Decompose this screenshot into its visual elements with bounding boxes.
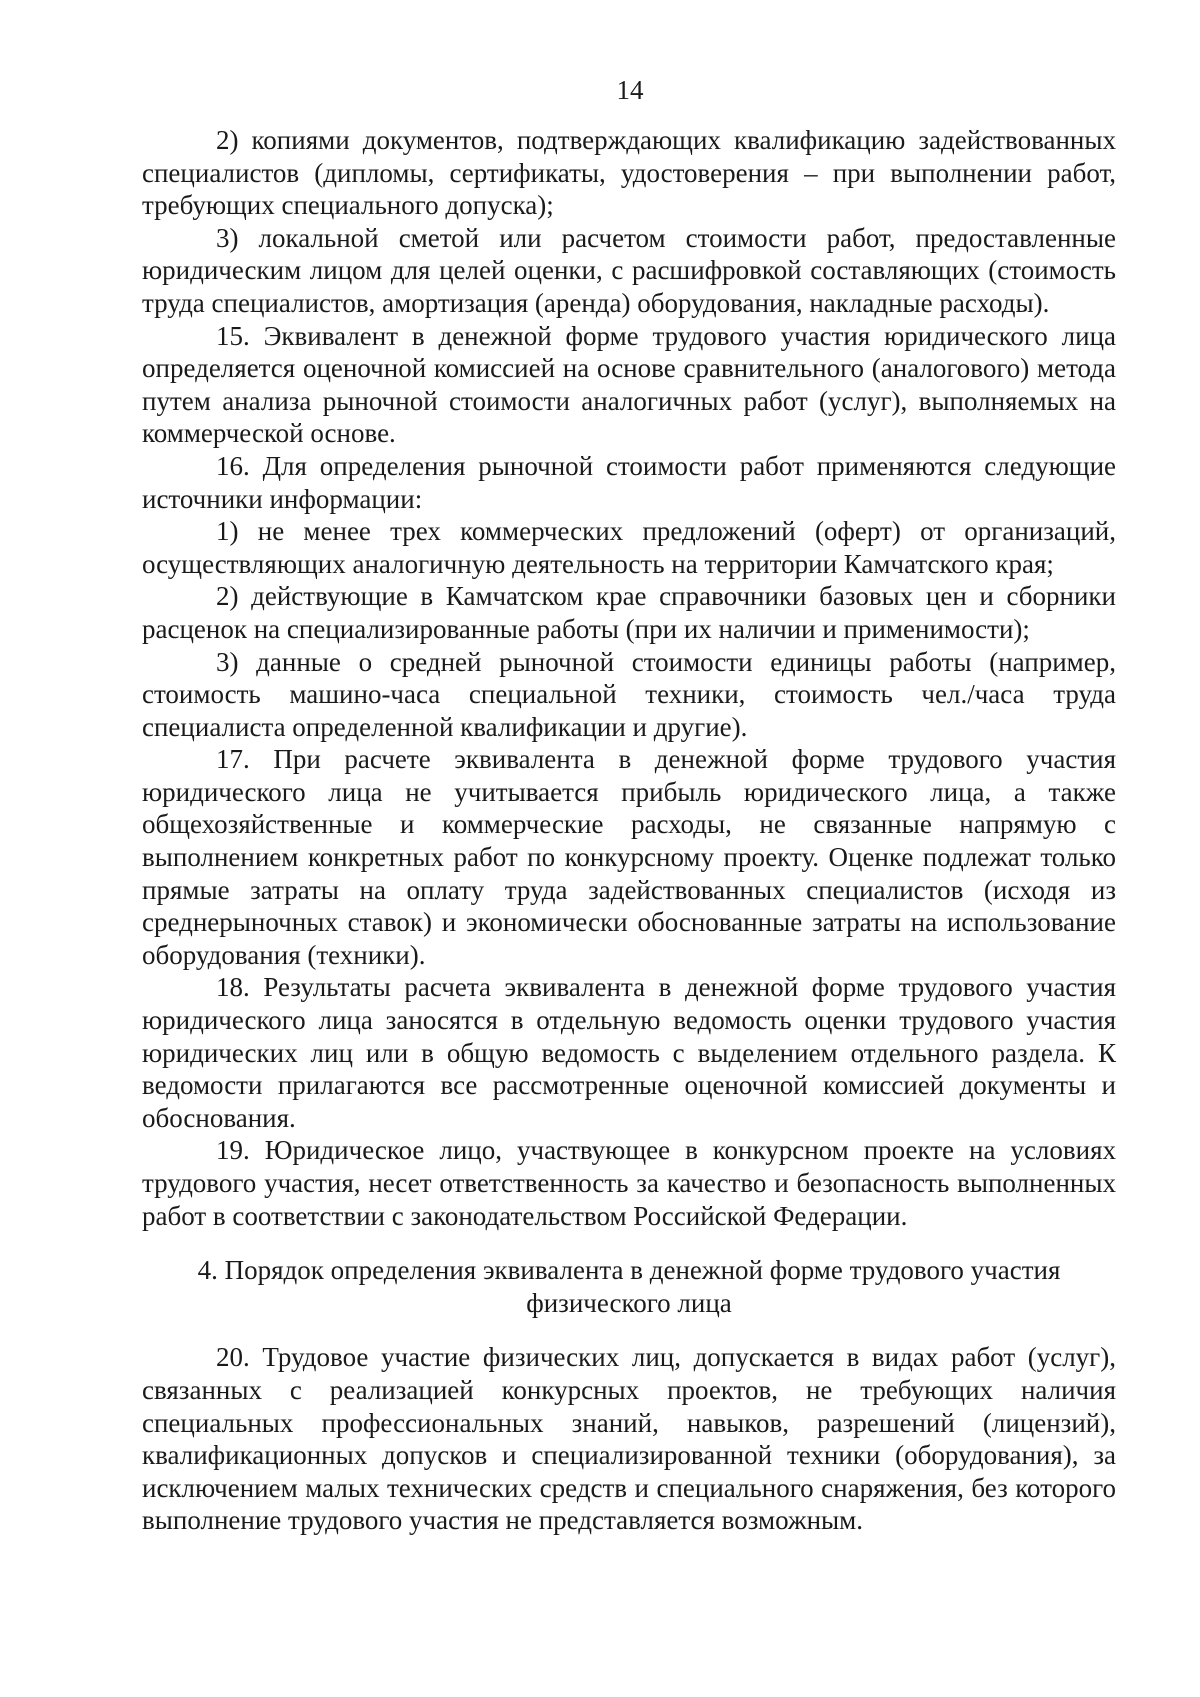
paragraph-18: 18. Результаты расчета эквивалента в денежной форме трудового участия юридического лица заносятся в отдельную ведомость оценки трудового участия юридических лиц или в общую ведомость с выделением отдельного раздела. К ведомости прилагаются все рассмотренные оценочной комиссией документы и обоснования. xyxy=(142,972,1116,1133)
paragraph-16: 16. Для определения рыночной стоимости работ применяются следующие источники информации: xyxy=(142,450,1116,514)
paragraph-19: 19. Юридическое лицо, участвующее в конкурсном проекте на условиях трудового участия, несет ответственность за качество и безопасность выполненных работ в соответствии с законодательством Российской Федерации. xyxy=(142,1135,1116,1231)
paragraph-item-3-estimate: 3) локальной сметой или расчетом стоимости работ, предоставленные юридическим лицом для целей оценки, с расшифровкой составляющих (стоимость труда специалистов, амортизация (аренда) оборудования, накладные расходы). xyxy=(142,222,1116,318)
page-number: 14 xyxy=(616,75,644,105)
section-heading: 4. Порядок определения эквивалента в денежной форме трудового участия физического лица xyxy=(197,1255,1061,1318)
document-body xyxy=(142,124,1116,1537)
paragraph-item-2-copies: 2) копиями документов, подтверждающих квалификацию задействованных специалистов (дипломы, сертификаты, удостоверения – при выполнении работ, требующих специального допуска); xyxy=(142,125,1116,221)
paragraph-16-item-3: 3) данные о средней рыночной стоимости единицы работы (например, стоимость машино-часа специальной техники, стоимость чел./часа труда специалиста определенной квалификации и другие). xyxy=(142,646,1116,742)
paragraph-20: 20. Трудовое участие физических лиц, допускается в видах работ (услуг), связанных с реализацией конкурсных проектов, не требующих наличия специальных профессиональных знаний, навыков, разрешений (лицензий), квалификационных допусков и специализированной техники (оборудования), за исключением малых технических средств и специального снаряжения, без которого выполнение трудового участия не представляется возможным. xyxy=(142,1342,1116,1536)
paragraph-15: 15. Эквивалент в денежной форме трудового участия юридического лица определяется оценочной комиссией на основе сравнительного (аналогового) метода путем анализа рыночной стоимости аналогичных работ (услуг), выполняемых на коммерческой основе. xyxy=(142,320,1116,449)
paragraph-17: 17. При расчете эквивалента в денежной форме трудового участия юридического лица не учитывается прибыль юридического лица, а также общехозяйственные и коммерческие расходы, не связанные напрямую с выполнением конкретных работ по конкурсному проекту. Оценке подлежат только прямые затраты на оплату труда задействованных специалистов (исходя из среднерыночных ставок) и экономически обоснованные затраты на использование оборудования (техники). xyxy=(142,744,1116,970)
paragraph-16-item-2: 2) действующие в Камчатском крае справочники базовых цен и сборники расценок на специализированные работы (при их наличии и применимости); xyxy=(142,581,1116,644)
paragraph-16-item-1: 1) не менее трех коммерческих предложений (оферт) от организаций, осуществляющих аналогичную деятельность на территории Камчатского края; xyxy=(142,516,1116,579)
